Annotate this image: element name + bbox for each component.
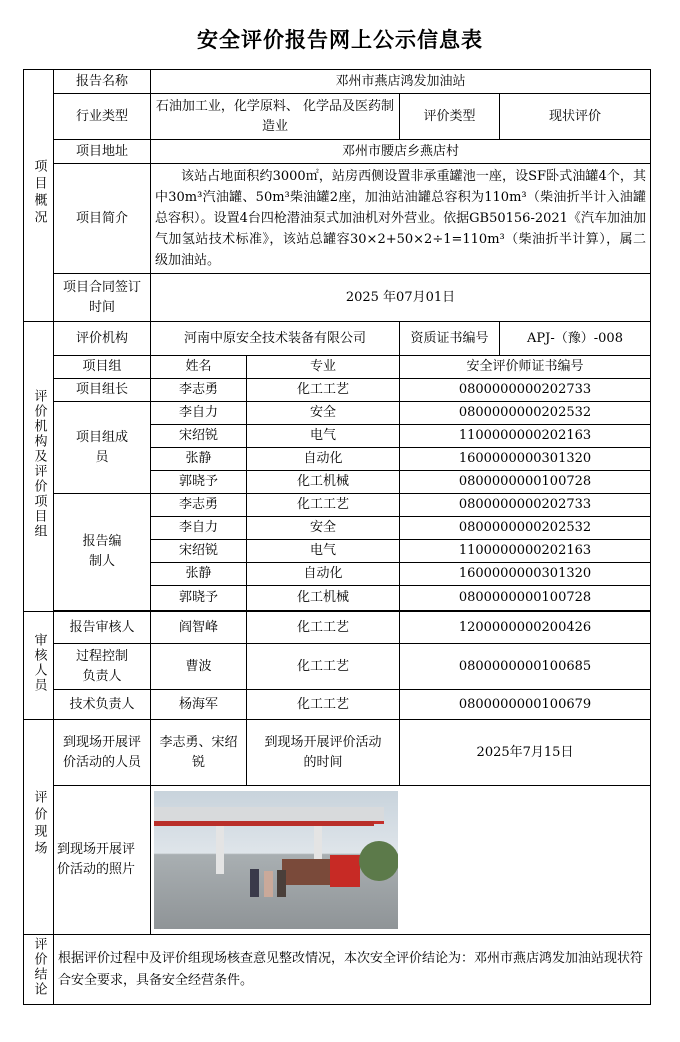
page-title: 安全评价报告网上公示信息表 <box>197 28 483 52</box>
section-org-label: 评价机构及评价项目组 <box>31 388 47 539</box>
site-people <box>151 720 247 786</box>
site-photo-label <box>54 786 151 935</box>
cert-no: APJ-（豫）-008 <box>500 322 651 356</box>
org-label: 评价机构 <box>54 322 151 356</box>
author-cert: 0800000000202733 <box>400 494 651 517</box>
review-role <box>54 644 151 690</box>
author-major: 安全 <box>247 517 400 540</box>
member-cert: 0800000000202532 <box>400 402 651 425</box>
industry-value: 石油加工业，化学原料、 化学品及医药制造业 <box>151 94 400 140</box>
review-cert: 1200000000200426 <box>400 612 651 644</box>
section-conclusion <box>24 935 54 1005</box>
person-shape <box>277 870 286 897</box>
tree-shape <box>359 841 398 881</box>
site-time-label <box>247 720 400 786</box>
member-name: 宋绍锐 <box>151 425 247 448</box>
member-name: 郭晓予 <box>151 471 247 494</box>
author-major: 自动化 <box>247 563 400 586</box>
review-cert: 0800000000100679 <box>400 690 651 720</box>
site-people-label-text: 到现场开展评价活动的人员 <box>63 734 142 770</box>
author-name: 宋绍锐 <box>151 540 247 563</box>
section-site <box>24 720 54 935</box>
members-label-text: 项目组成员 <box>76 429 129 465</box>
leader-cert: 0800000000202733 <box>400 379 651 402</box>
section-review-label: 审核人员 <box>31 632 47 693</box>
member-major: 自动化 <box>247 448 400 471</box>
leader-major: 化工工艺 <box>247 379 400 402</box>
review-role: 报告审核人 <box>54 612 151 644</box>
leader-name: 李志勇 <box>151 379 247 402</box>
author-major: 电气 <box>247 540 400 563</box>
org-name: 河南中原安全技术装备有限公司 <box>151 322 400 356</box>
site-people-text: 李志勇、宋绍锐 <box>159 734 238 770</box>
author-cert: 1100000000202163 <box>400 540 651 563</box>
author-cert: 0800000000100728 <box>400 586 651 611</box>
info-table <box>23 69 651 1005</box>
member-major: 电气 <box>247 425 400 448</box>
member-cert: 1600000000301320 <box>400 448 651 471</box>
review-name: 曹波 <box>151 644 247 690</box>
eval-type-value: 现状评价 <box>500 94 651 140</box>
industry-label: 行业类型 <box>54 94 151 140</box>
leader-label: 项目组长 <box>54 379 151 402</box>
review-role-text: 过程控制负责人 <box>76 648 129 684</box>
contract-date: 2025 年07月01日 <box>151 274 651 322</box>
review-major: 化工工艺 <box>247 612 400 644</box>
authors-label-text: 报告编制人 <box>82 534 122 569</box>
review-role: 技术负责人 <box>54 690 151 720</box>
site-people-label <box>54 720 151 786</box>
section-site-label: 评价现场 <box>31 790 47 858</box>
col-name: 姓名 <box>151 356 247 379</box>
section-org <box>24 322 54 612</box>
eval-type-label: 评价类型 <box>400 94 500 140</box>
review-major: 化工工艺 <box>247 644 400 690</box>
conclusion-text: 根据评价过程中及评价组现场核查意见整改情况，本次安全评价结论为：邓州市燕店鸿发加油站现状符合安全要求，具备安全经营条件。 <box>54 935 651 1005</box>
author-cert: 1600000000301320 <box>400 563 651 586</box>
site-time-label-text: 到现场开展评价活动的时间 <box>264 734 382 770</box>
site-photo <box>154 791 398 929</box>
author-cert: 0800000000202532 <box>400 517 651 540</box>
site-photo-label-text: 到现场开展评价活动的照片 <box>57 842 136 877</box>
author-major: 化工机械 <box>247 586 400 611</box>
address-value: 邓州市腰店乡燕店村 <box>151 140 651 164</box>
truck-cab <box>330 855 360 887</box>
pillar-shape <box>216 826 224 874</box>
section-review <box>24 612 54 720</box>
member-cert: 0800000000100728 <box>400 471 651 494</box>
author-major: 化工工艺 <box>247 494 400 517</box>
authors-label <box>54 494 151 611</box>
review-major: 化工工艺 <box>247 690 400 720</box>
report-name-value: 邓州市燕店鸿发加油站 <box>151 70 651 94</box>
member-name: 李自力 <box>151 402 247 425</box>
col-cert: 安全评价师证书编号 <box>400 356 651 379</box>
site-time: 2025年7月15日 <box>400 720 651 786</box>
contract-label: 项目合同签订时间 <box>54 274 151 322</box>
member-major: 安全 <box>247 402 400 425</box>
person-shape <box>250 869 259 897</box>
section-overview-label: 项目概况 <box>31 158 47 227</box>
member-cert: 1100000000202163 <box>400 425 651 448</box>
site-photo-cell <box>151 786 651 935</box>
section-overview <box>24 70 54 322</box>
cert-label: 资质证书编号 <box>400 322 500 356</box>
review-name: 杨海军 <box>151 690 247 720</box>
canopy-stripe <box>154 821 374 826</box>
members-label <box>54 402 151 494</box>
author-name: 李自力 <box>151 517 247 540</box>
address-label: 项目地址 <box>54 140 151 164</box>
col-major: 专业 <box>247 356 400 379</box>
section-conclusion-label: 评价结论 <box>31 936 47 997</box>
review-name: 阎智峰 <box>151 612 247 644</box>
member-major: 化工机械 <box>247 471 400 494</box>
member-name: 张静 <box>151 448 247 471</box>
author-name: 郭晓予 <box>151 586 247 611</box>
author-name: 李志勇 <box>151 494 247 517</box>
col-group: 项目组 <box>54 356 151 379</box>
intro-label: 项目简介 <box>54 164 151 274</box>
review-cert: 0800000000100685 <box>400 644 651 690</box>
author-name: 张静 <box>151 563 247 586</box>
report-name-label: 报告名称 <box>54 70 151 94</box>
intro-text: 该站占地面积约3000㎡，站房西侧设置非承重罐池一座，设SF卧式油罐4个，其中30m³汽油罐、50m³柴油罐2座，加油站油罐总容积为110m³（柴油折半计入油罐总容积）。设置4台四枪潜油泵式加油机对外营业。依据GB50156-2021《汽车加油加气加氢站技术标准》，该站总罐容30×2+50×2÷1=110m³（柴油折半计算），属二级加油站。 <box>151 164 651 274</box>
person-shape <box>264 871 273 897</box>
